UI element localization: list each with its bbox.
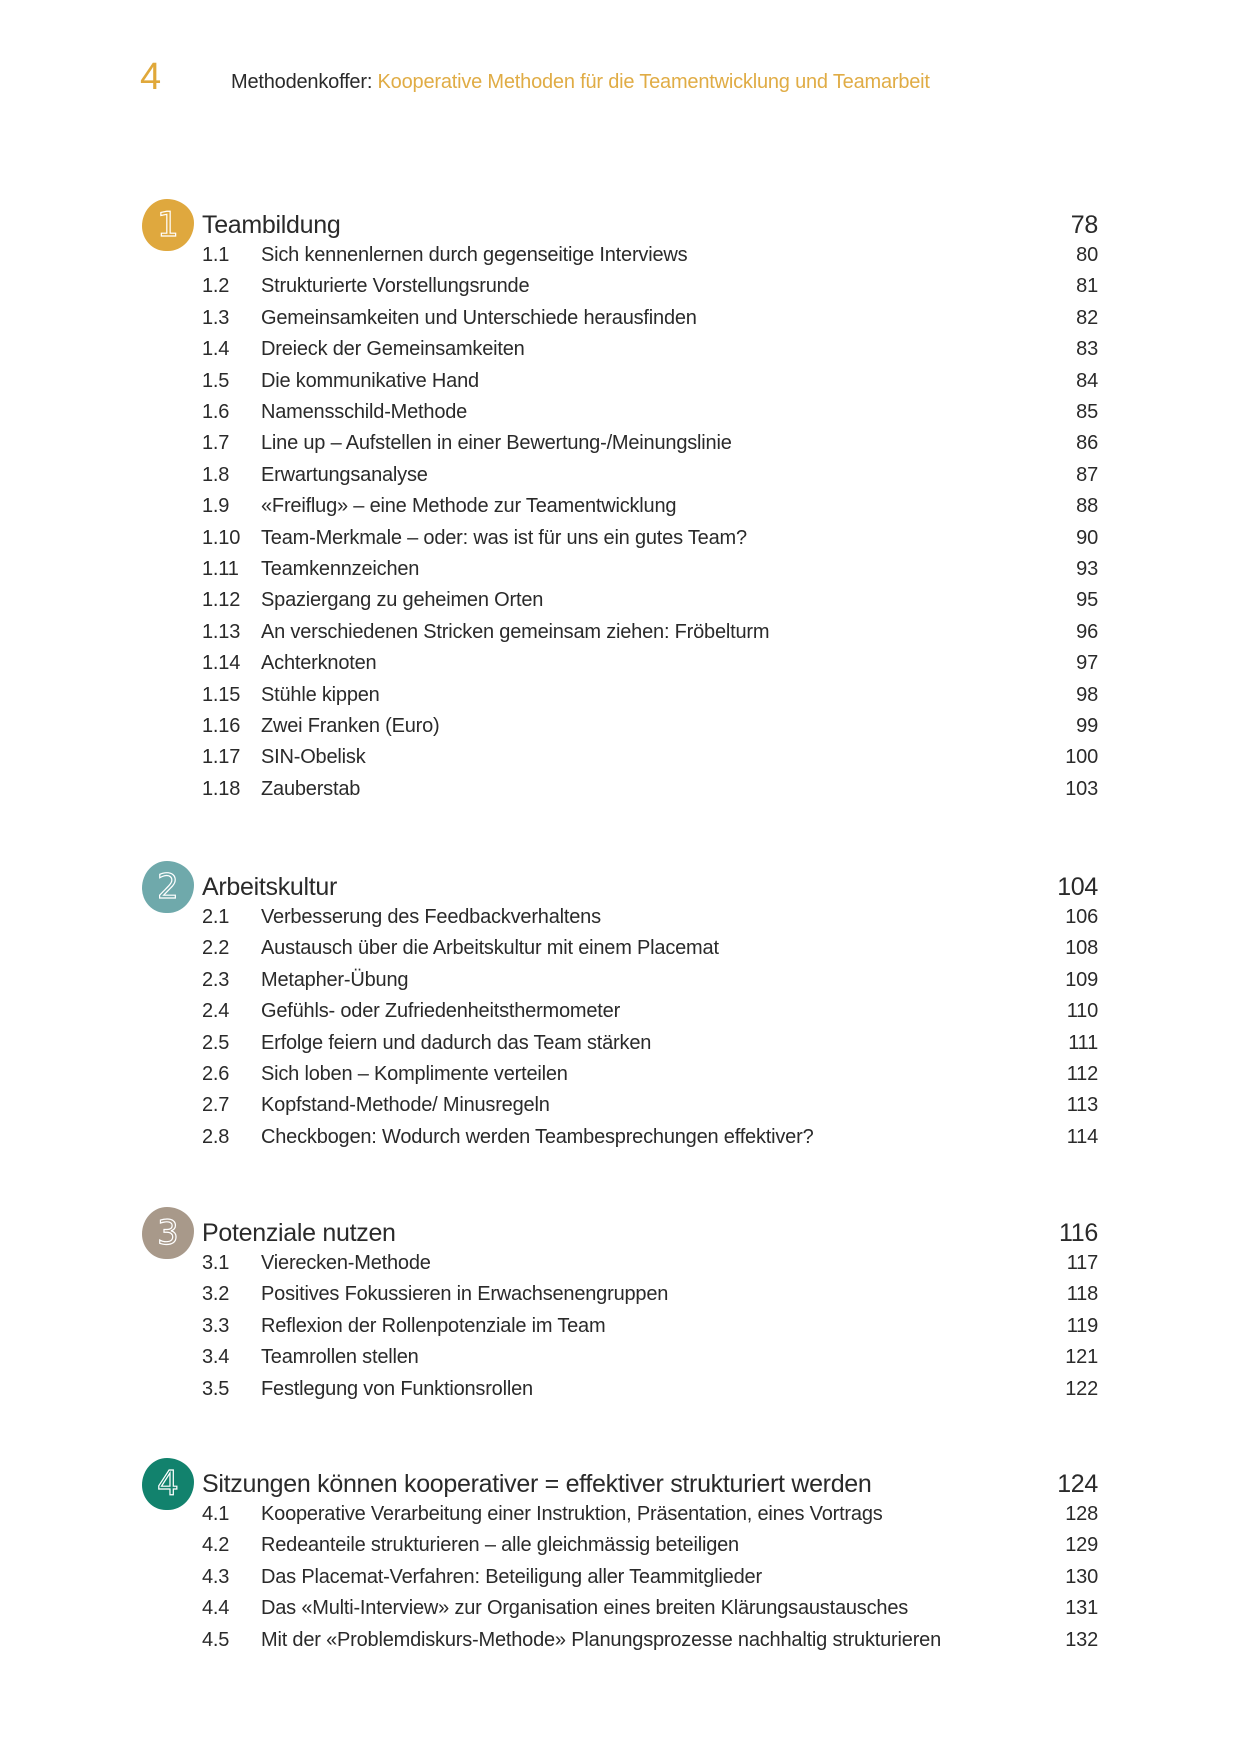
entry-number: 2.8 (202, 1125, 230, 1148)
section-2-badge-icon (142, 861, 194, 913)
entry-page: 87 (1076, 463, 1098, 486)
entry-page: 112 (1066, 1063, 1098, 1085)
entry-page: 83 (1076, 338, 1098, 361)
entry-number: 1.16 (202, 715, 241, 737)
running-header (231, 72, 930, 92)
toc-entry[interactable] (202, 557, 1098, 581)
toc-entry[interactable] (202, 1628, 1098, 1652)
entry-number: 2.2 (202, 937, 230, 960)
entry-number: 3.3 (202, 1314, 230, 1337)
entry-number: 4.1 (202, 1503, 230, 1525)
toc-entry[interactable] (202, 968, 1098, 992)
entry-number: 2.3 (202, 968, 230, 991)
entry-title: Erfolge feiern und dadurch das Team stärken (261, 1031, 652, 1054)
toc-entry[interactable] (202, 1533, 1098, 1557)
section-page: 104 (1057, 873, 1098, 901)
entry-title: Positives Fokussieren in Erwachsenengruppen (261, 1283, 669, 1306)
entry-page: 114 (1066, 1125, 1098, 1148)
toc-entry[interactable] (202, 274, 1098, 298)
section-number: 2 (157, 867, 179, 907)
entry-number: 1.13 (202, 620, 241, 643)
entry-page: 119 (1066, 1314, 1098, 1337)
entry-title: Dreieck der Gemeinsamkeiten (261, 338, 525, 361)
entry-page: 129 (1065, 1534, 1098, 1557)
entry-page: 99 (1076, 715, 1098, 737)
entry-number: 4.2 (202, 1534, 230, 1557)
entry-number: 1.18 (202, 777, 241, 800)
entry-number: 1.7 (202, 432, 230, 455)
toc-entry[interactable] (202, 683, 1098, 707)
entry-number: 4.5 (202, 1628, 230, 1651)
entry-number: 1.1 (202, 244, 230, 266)
entry-page: 88 (1076, 495, 1098, 518)
entry-page: 108 (1065, 937, 1098, 960)
toc-entry[interactable] (202, 243, 1098, 267)
section-title: Teambildung (202, 211, 341, 239)
toc-entry[interactable] (202, 1125, 1098, 1149)
section-heading[interactable] (202, 210, 1098, 240)
entry-number: 2.4 (202, 1000, 230, 1023)
entry-page: 90 (1076, 526, 1098, 549)
section-heading[interactable] (202, 872, 1098, 902)
entry-title: «Freiflug» – eine Methode zur Teamentwicklung (261, 495, 677, 518)
entry-title: Zwei Franken (Euro) (261, 715, 440, 737)
toc-entry[interactable] (202, 369, 1098, 393)
entry-title: Kooperative Verarbeitung einer Instruktion, Präsentation, eines Vortrags (261, 1503, 883, 1525)
entry-page: 82 (1076, 306, 1098, 329)
section-number: 1 (157, 205, 179, 245)
entry-title: Reflexion der Rollenpotenziale im Team (261, 1314, 606, 1337)
entry-title: Team-Merkmale – oder: was ist für uns ein gutes Team? (261, 526, 747, 549)
entry-title: Vierecken-Methode (261, 1252, 431, 1274)
toc-entry[interactable] (202, 777, 1098, 801)
entry-number: 4.4 (202, 1597, 230, 1620)
entry-number: 3.4 (202, 1346, 230, 1369)
entry-page: 110 (1066, 1000, 1098, 1023)
section-heading[interactable] (202, 1218, 1098, 1248)
entry-number: 4.3 (202, 1565, 230, 1588)
entry-number: 1.4 (202, 338, 230, 361)
entry-page: 97 (1076, 652, 1098, 675)
entry-number: 1.8 (202, 463, 230, 486)
entry-page: 81 (1076, 275, 1098, 298)
entry-number: 2.5 (202, 1031, 230, 1054)
toc-entry[interactable] (202, 1502, 1098, 1526)
entry-page: 111 (1068, 1031, 1098, 1054)
entry-page: 100 (1065, 746, 1098, 769)
entry-number: 3.5 (202, 1377, 230, 1400)
toc-entry[interactable] (202, 1345, 1098, 1369)
toc-entry[interactable] (202, 1377, 1098, 1401)
toc-entry[interactable] (202, 1314, 1098, 1338)
entry-title: Metapher-Übung (261, 968, 409, 991)
toc-entry[interactable] (202, 431, 1098, 455)
section-number: 3 (157, 1213, 179, 1253)
entry-title: Zauberstab (261, 777, 361, 800)
toc-entry[interactable] (202, 620, 1098, 644)
toc-entry[interactable] (202, 400, 1098, 424)
section-4-badge-icon (142, 1458, 194, 1510)
toc-entry[interactable] (202, 745, 1098, 769)
entry-number: 1.14 (202, 652, 241, 675)
entry-page: 98 (1076, 683, 1098, 706)
entry-page: 117 (1066, 1252, 1098, 1274)
toc-entry[interactable] (202, 651, 1098, 675)
entry-page: 109 (1065, 968, 1098, 991)
entry-number: 1.9 (202, 495, 230, 518)
entry-number: 2.6 (202, 1063, 230, 1085)
entry-number: 1.2 (202, 275, 230, 298)
entry-title: Gefühls- oder Zufriedenheitsthermometer (261, 1000, 621, 1023)
toc-entry[interactable] (202, 1251, 1098, 1275)
entry-title: Erwartungsanalyse (261, 463, 428, 486)
toc-entry[interactable] (202, 588, 1098, 612)
section-title: Potenziale nutzen (202, 1219, 396, 1247)
entry-title: Namensschild-Methode (261, 401, 468, 423)
toc-entry[interactable] (202, 1282, 1098, 1306)
toc-entry[interactable] (202, 936, 1098, 960)
entry-title: Austausch über die Arbeitskultur mit einem Placemat (261, 937, 719, 960)
entry-number: 3.1 (202, 1252, 230, 1274)
entry-page: 128 (1065, 1503, 1098, 1525)
toc-entry[interactable] (202, 306, 1098, 330)
entry-title: Kopfstand-Methode/ Minusregeln (261, 1094, 550, 1117)
entry-title: Redeanteile strukturieren – alle gleichmässig beteiligen (261, 1534, 739, 1557)
entry-page: 132 (1065, 1628, 1098, 1651)
toc-entry[interactable] (202, 999, 1098, 1023)
entry-number: 1.12 (202, 589, 241, 612)
toc-entry[interactable] (202, 1031, 1098, 1055)
entry-page: 131 (1065, 1597, 1098, 1620)
entry-page: 80 (1076, 244, 1098, 266)
entry-page: 86 (1076, 432, 1098, 455)
toc-entry[interactable] (202, 337, 1098, 361)
entry-title: Stühle kippen (261, 683, 380, 706)
entry-number: 1.15 (202, 683, 241, 706)
toc-entry[interactable] (202, 526, 1098, 550)
entry-title: Checkbogen: Wodurch werden Teambesprechungen effektiver? (261, 1125, 814, 1148)
entry-page: 84 (1076, 369, 1098, 392)
entry-number: 1.11 (202, 558, 239, 580)
entry-number: 1.3 (202, 306, 230, 329)
entry-title: Teamkennzeichen (261, 558, 420, 580)
book-title: Methodenkoffer: (231, 71, 373, 93)
section-page: 124 (1057, 1470, 1098, 1498)
entry-title: Line up – Aufstellen in einer Bewertung-/Meinungslinie (261, 432, 732, 455)
section-heading[interactable] (202, 1469, 1098, 1499)
section-page: 78 (1070, 211, 1098, 239)
entry-title: Strukturierte Vorstellungsrunde (261, 275, 530, 298)
entry-page: 130 (1065, 1565, 1098, 1588)
entry-title: Das «Multi-Interview» zur Organisation eines breiten Klärungsaustausches (261, 1597, 909, 1620)
entry-number: 1.6 (202, 401, 230, 423)
entry-number: 1.17 (202, 746, 241, 769)
entry-page: 106 (1065, 906, 1098, 928)
toc-entry[interactable] (202, 494, 1098, 518)
section-3-badge-icon (142, 1207, 194, 1259)
entry-number: 3.2 (202, 1283, 230, 1306)
entry-number: 2.1 (202, 906, 230, 928)
book-subtitle: Kooperative Methoden für die Teamentwicklung und Teamarbeit (377, 71, 930, 93)
entry-page: 103 (1065, 777, 1098, 800)
entry-title: Das Placemat-Verfahren: Beteiligung aller Teammitglieder (261, 1565, 762, 1588)
entry-page: 96 (1076, 620, 1098, 643)
section-number: 4 (157, 1464, 179, 1504)
entry-page: 95 (1076, 589, 1098, 612)
entry-title: Mit der «Problemdiskurs-Methode» Planungsprozesse nachhaltig strukturieren (261, 1628, 941, 1651)
toc-entry[interactable] (202, 1062, 1098, 1086)
entry-title: Sich kennenlernen durch gegenseitige Interviews (261, 244, 688, 266)
entry-page: 121 (1065, 1346, 1098, 1369)
section-1-badge-icon (142, 199, 194, 251)
entry-page: 93 (1076, 558, 1098, 580)
entry-number: 1.10 (202, 526, 241, 549)
entry-title: Die kommunikative Hand (261, 369, 479, 392)
entry-number: 2.7 (202, 1094, 230, 1117)
toc-entry[interactable] (202, 714, 1098, 738)
entry-title: Festlegung von Funktionsrollen (261, 1377, 533, 1400)
entry-title: Achterknoten (261, 652, 377, 675)
entry-title: Spaziergang zu geheimen Orten (261, 589, 544, 612)
entry-page: 122 (1065, 1377, 1098, 1400)
section-title: Sitzungen können kooperativer = effektiver strukturiert werden (202, 1470, 872, 1498)
toc-entry[interactable] (202, 1565, 1098, 1589)
entry-number: 1.5 (202, 369, 230, 392)
entry-title: An verschiedenen Stricken gemeinsam ziehen: Fröbelturm (261, 620, 770, 643)
entry-title: Verbesserung des Feedbackverhaltens (261, 906, 601, 928)
entry-title: Sich loben – Komplimente verteilen (261, 1063, 568, 1085)
entry-title: Gemeinsamkeiten und Unterschiede herausfinden (261, 306, 697, 329)
section-page: 116 (1059, 1219, 1098, 1247)
toc-entry[interactable] (202, 905, 1098, 929)
entry-title: Teamrollen stellen (261, 1346, 419, 1369)
toc-entry[interactable] (202, 463, 1098, 487)
toc-entry[interactable] (202, 1093, 1098, 1117)
page-number: 4 (140, 56, 162, 98)
toc-entry[interactable] (202, 1596, 1098, 1620)
section-title: Arbeitskultur (202, 873, 338, 901)
entry-page: 118 (1066, 1283, 1098, 1306)
entry-title: SIN-Obelisk (261, 746, 366, 769)
entry-page: 85 (1076, 401, 1098, 423)
entry-page: 113 (1066, 1094, 1098, 1117)
